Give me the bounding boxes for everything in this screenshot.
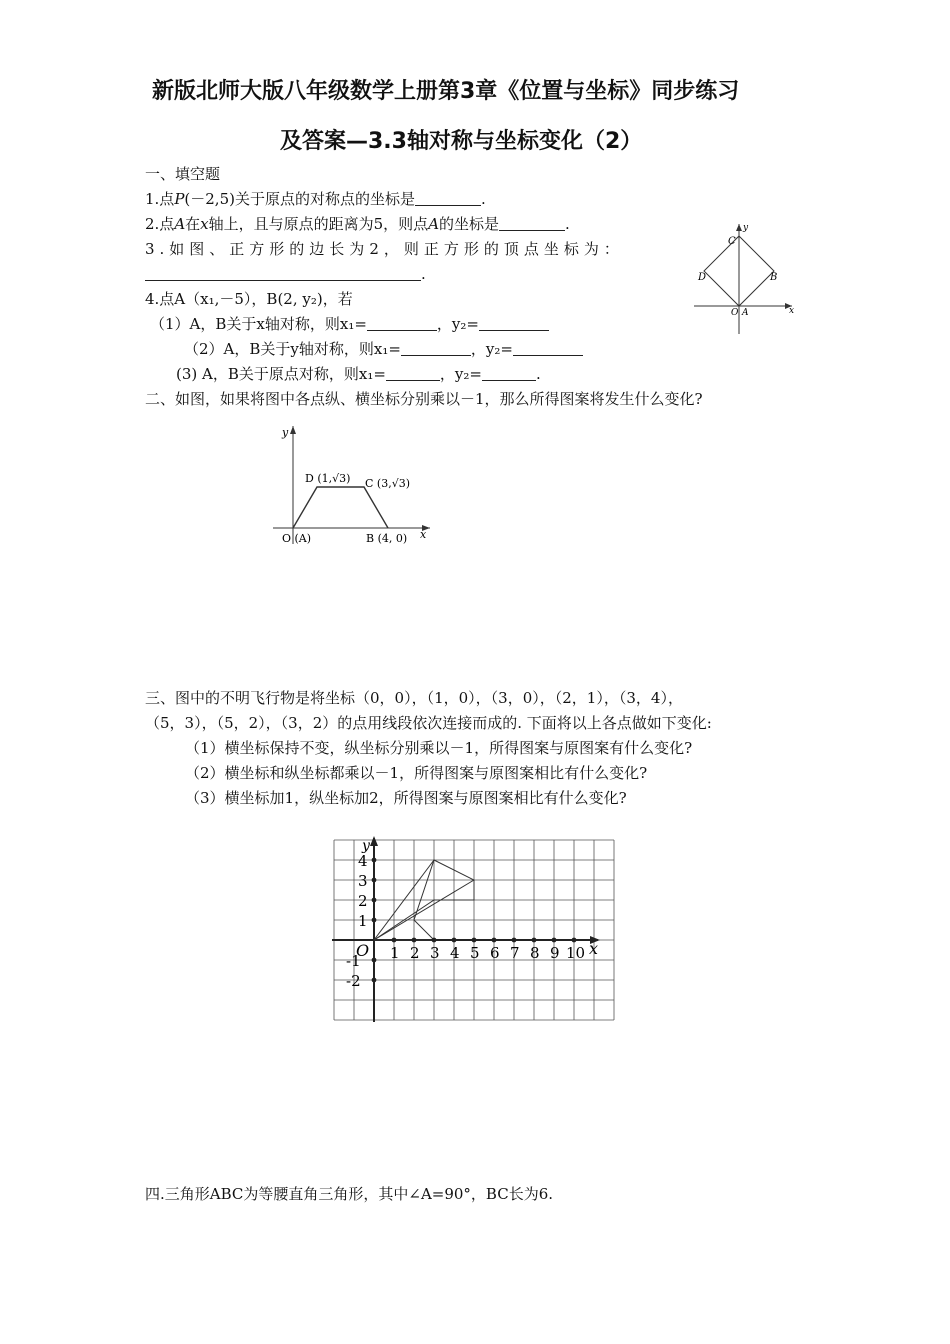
trapezoid-figure (270, 420, 435, 550)
section3-sub-2: （2）横坐标和纵坐标都乘以－1，所得图案与原图案相比有什么变化? (185, 764, 648, 782)
answer-blank[interactable] (401, 341, 471, 356)
section3-sub-3: （3）横坐标加1，纵坐标加2，所得图案与原图案相比有什么变化? (185, 789, 627, 807)
y-tick-dot (372, 878, 377, 883)
y-tick-label: 4 (358, 852, 368, 870)
section3-sub-1: （1）横坐标保持不变，纵坐标分别乘以－1，所得图案与原图案有什么变化? (185, 739, 693, 757)
x-tick-label: 1 (390, 944, 400, 962)
x-tick-dot (452, 938, 457, 943)
x-tick-dot (552, 938, 557, 943)
answer-blank[interactable] (145, 266, 421, 281)
question-4-intro: 4.点A（x₁,－5），B(2, y₂)，若 (145, 290, 353, 308)
grid-lines (334, 840, 614, 1020)
section3-line-2: （5，3），（5，2），（3，2）的点用线段依次连接而成的. 下面将以上各点做如下变化: (145, 714, 712, 732)
y-tick-dot (372, 958, 377, 963)
question-3-answer: . (145, 264, 426, 284)
point-o-label: O (A) (282, 532, 312, 545)
x-axis-label: x (420, 528, 427, 541)
point-c-label: C (3,√3) (365, 477, 410, 490)
question-1: 1.点P(－2,5)关于原点的对称点的坐标是 . (145, 190, 486, 208)
x-tick-label: 10 (566, 944, 586, 962)
answer-blank[interactable] (386, 366, 440, 381)
x-tick-dot (492, 938, 497, 943)
point-b-label: B (4, 0) (366, 532, 408, 545)
x-tick-dot (572, 938, 577, 943)
origin-label: O (356, 941, 370, 960)
origin-label: O (731, 308, 739, 318)
question-2: 2.点A在x轴上，且与原点的距离为5，则点A的坐标是 . (145, 215, 570, 233)
answer-blank[interactable] (513, 341, 583, 356)
x-axis-label: x (789, 306, 795, 316)
x-tick-label: 4 (450, 944, 460, 962)
x-tick-dot (392, 938, 397, 943)
x-tick-label: 7 (510, 944, 520, 962)
question-4-part-2: （2）A，B关于y轴对称，则x₁= ，y₂= (184, 339, 583, 359)
x-tick-dot (412, 938, 417, 943)
vertex-c-label: C (728, 236, 736, 247)
x-tick-dot (532, 938, 537, 943)
answer-blank[interactable] (415, 191, 481, 206)
question-4-part-1: （1）A，B关于x轴对称，则x₁= ，y₂= (150, 314, 549, 334)
x-tick-label: 8 (530, 944, 540, 962)
y-tick-dot (372, 898, 377, 903)
y-tick-label: 2 (358, 892, 368, 910)
section4-text: 四.三角形ABC为等腰直角三角形，其中∠A=90°，BC长为6. (145, 1185, 554, 1203)
x-tick-dot (472, 938, 477, 943)
question-4-part-3: (3) A，B关于原点对称，则x₁= ，y₂= . (176, 365, 541, 383)
square-figure (688, 218, 800, 336)
vertex-d-label: D (698, 272, 707, 283)
x-tick-label: 6 (490, 944, 500, 962)
x-tick-label: 9 (550, 944, 560, 962)
y-tick-dot (372, 978, 377, 983)
section3-line-1: 三、图中的不明飞行物是将坐标（0，0），（1，0），（3，0），（2，1），（3，4）， (145, 689, 683, 707)
section2-text: 二、如图，如果将图中各点纵、横坐标分别乘以－1，那么所得图案将发生什么变化? (145, 390, 703, 408)
x-tick-label: 5 (470, 944, 480, 962)
answer-blank[interactable] (479, 316, 549, 331)
x-tick-label: 2 (410, 944, 420, 962)
title-line-1: 新版北师大版八年级数学上册第3章《位置与坐标》同步练习 (152, 79, 740, 104)
y-tick-dot (372, 858, 377, 863)
y-tick-label: 3 (358, 872, 368, 890)
y-tick-label: 1 (358, 912, 368, 930)
section1-heading: 一、填空题 (145, 165, 221, 183)
y-neg-tick-label: -2 (346, 972, 361, 990)
answer-blank[interactable] (367, 316, 437, 331)
y-tick-dot (372, 918, 377, 923)
y-neg-tick-label: -1 (346, 952, 361, 970)
point-d-label: D (1,√3) (305, 472, 351, 485)
x-tick-label: 3 (430, 944, 440, 962)
y-axis-label: y (743, 223, 749, 233)
y-axis-label: y (362, 838, 370, 854)
ufo-grid-figure (330, 836, 620, 1024)
x-axis-label: x (589, 939, 599, 958)
y-axis-label: y (282, 426, 289, 439)
answer-blank[interactable] (499, 216, 565, 231)
question-3: 3.如图、正方形的边长为2，则正方形的顶点坐标为： (145, 240, 624, 258)
title-line-2: 及答案—3.3轴对称与坐标变化（2） (280, 129, 643, 154)
x-tick-dot (432, 938, 437, 943)
x-tick-dot (512, 938, 517, 943)
vertex-b-label: B (770, 272, 778, 283)
vertex-a-label: A (742, 308, 749, 318)
answer-blank[interactable] (482, 366, 536, 381)
